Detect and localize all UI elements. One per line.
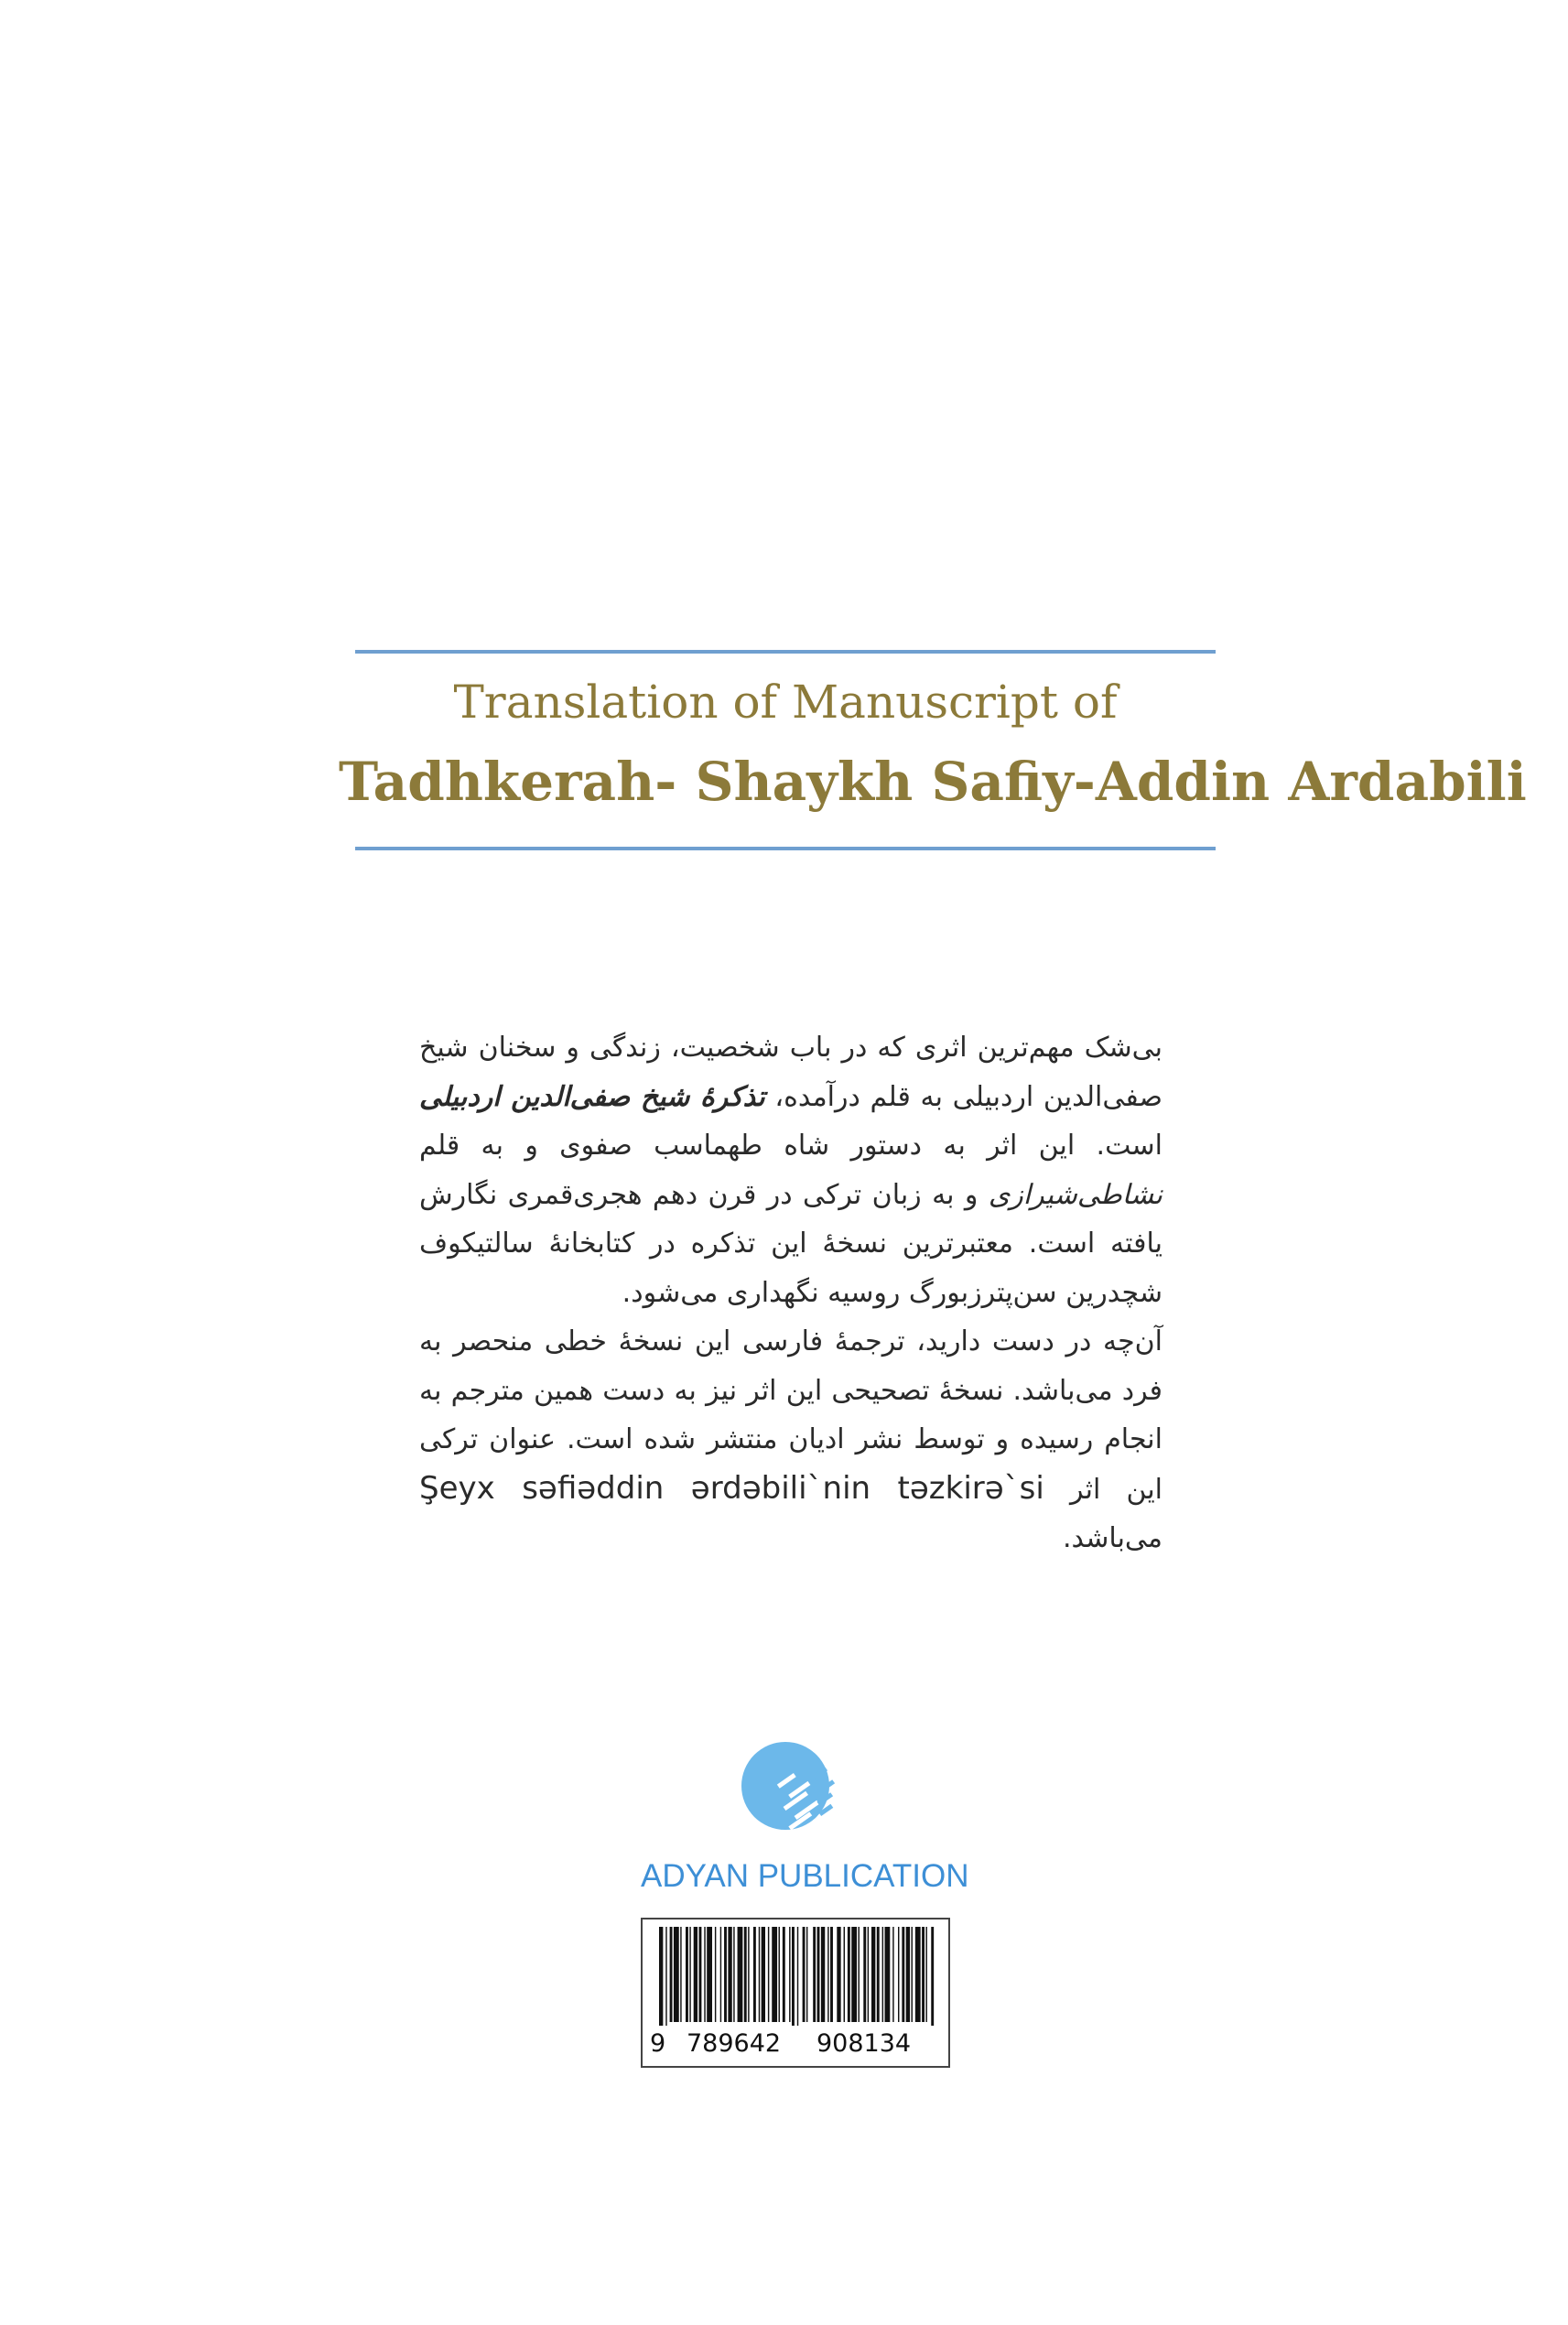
barcode-bar (827, 1927, 828, 2022)
barcode-bar (665, 1927, 666, 2026)
barcode-bar (925, 1927, 926, 2022)
paragraph-1-part-2: است. این اثر به دستور شاه طهماسب صفوی و به قلم (419, 1130, 1162, 1162)
barcode-bar (744, 1927, 747, 2022)
barcode-bar (821, 1927, 825, 2022)
paragraph-2-part-1: آن‌چه در دست دارید، ترجمهٔ فارسی این نسخهٔ خطی منحصر به فرد می‌باشد. نسخهٔ تصحیحی این اثر نیز به دست همین مترجم به انجام رسیده و توسط نشر ادیان منتشر شده است. عنوان ترکی این اثر (419, 1325, 1162, 1506)
barcode-bar (859, 1927, 860, 2022)
circle-book-logo-icon (740, 1735, 840, 1841)
barcode-bar (797, 1927, 798, 2026)
description-text (419, 1023, 1162, 1563)
barcode-bar (848, 1927, 850, 2022)
barcode-bar (694, 1927, 697, 2022)
barcode-bar (922, 1927, 925, 2022)
barcode-bar (689, 1927, 690, 2022)
barcode-bar (707, 1927, 712, 2022)
barcode-bar (830, 1927, 833, 2022)
barcode-bar (863, 1927, 866, 2022)
barcode-bar (759, 1927, 760, 2022)
barcode-bar (720, 1927, 721, 2022)
barcode-digit-group-2: 908134 (816, 2029, 912, 2058)
barcode-bar (724, 1927, 727, 2022)
barcode-bar (906, 1927, 910, 2022)
barcode-bar (715, 1927, 716, 2022)
barcode-bar (806, 1927, 807, 2022)
barcode-bar (844, 1927, 845, 2022)
barcode-bar (783, 1927, 785, 2022)
barcode-bar (902, 1927, 904, 2022)
barcode-bar (931, 1927, 934, 2026)
title-line-1: Translation of Manuscript of (453, 676, 1118, 729)
barcode-bar (762, 1927, 765, 2022)
barcode-bar (779, 1927, 780, 2022)
barcode-digit-group-1: 789642 (687, 2029, 782, 2058)
barcode-bar (772, 1927, 777, 2022)
barcode-bar (892, 1927, 893, 2022)
barcode-bar (792, 1927, 795, 2026)
barcode-bar (817, 1927, 820, 2022)
isbn-barcode (641, 1918, 950, 2068)
publisher-name: ADYAN PUBLICATION (641, 1858, 969, 1894)
barcode-bar (733, 1927, 734, 2022)
barcode-bar (789, 1927, 790, 2022)
author-name: نشاطی‌شیرازی (988, 1178, 1162, 1211)
barcode-bar (885, 1927, 891, 2022)
barcode-bar (728, 1927, 731, 2022)
barcode-bar (915, 1927, 921, 2022)
paragraph-1-part-3: و به زبان ترکی در قرن دهم هجری‌قمری نگارش یافته است. معتبرترین نسخهٔ این تذکره در کتابخانهٔ سالتیکوف شچدرین سن‌پترزبورگ روسیه نگهداری می‌شود. (419, 1178, 1162, 1309)
barcode-bar (738, 1927, 743, 2022)
turkish-title: Şeyx səfiəddin ərdəbili`nin təzkirə`si (419, 1469, 1044, 1507)
barcode-bar (837, 1927, 840, 2022)
barcode-bar (699, 1927, 702, 2022)
barcode-bar (768, 1927, 769, 2022)
barcode-bar (686, 1927, 688, 2022)
barcode-bar (674, 1927, 679, 2022)
barcode-bar (898, 1927, 899, 2022)
top-divider (355, 650, 1216, 654)
barcode-first-digit: 9 (650, 2029, 666, 2058)
barcode-bar (851, 1927, 857, 2022)
barcode-bar (704, 1927, 705, 2022)
barcode-bar (803, 1927, 806, 2022)
book-title: تذکرهٔ شیخ صفی‌الدین اردبیلی (419, 1080, 765, 1113)
barcode-bar (753, 1927, 756, 2022)
paragraph-1-part-1: بی‌شک مهم‌ترین اثری که در باب شخصیت، زندگی و سخنان شیخ صفی‌الدین اردبیلی به قلم درآمده، (419, 1032, 1162, 1113)
description-paragraph-1 (419, 1023, 1162, 1317)
title-line-2: Tadhkerah- Shaykh Safiy-Addin Ardabili (339, 751, 1527, 813)
barcode-bar (868, 1927, 869, 2022)
barcode-bar (871, 1927, 875, 2022)
barcode-bar (882, 1927, 883, 2022)
description-paragraph-2 (419, 1317, 1162, 1563)
barcode-bar (748, 1927, 749, 2022)
barcode-bar (659, 1927, 663, 2026)
barcode-bar (912, 1927, 913, 2022)
barcode-bar (813, 1927, 816, 2022)
barcode-bar (680, 1927, 681, 2022)
bottom-divider (355, 847, 1216, 850)
barcode-bar (877, 1927, 880, 2022)
barcode-bars (659, 1927, 935, 2026)
barcode-bar (670, 1927, 673, 2022)
paragraph-2-part-2: می‌باشد. (1063, 1522, 1162, 1554)
